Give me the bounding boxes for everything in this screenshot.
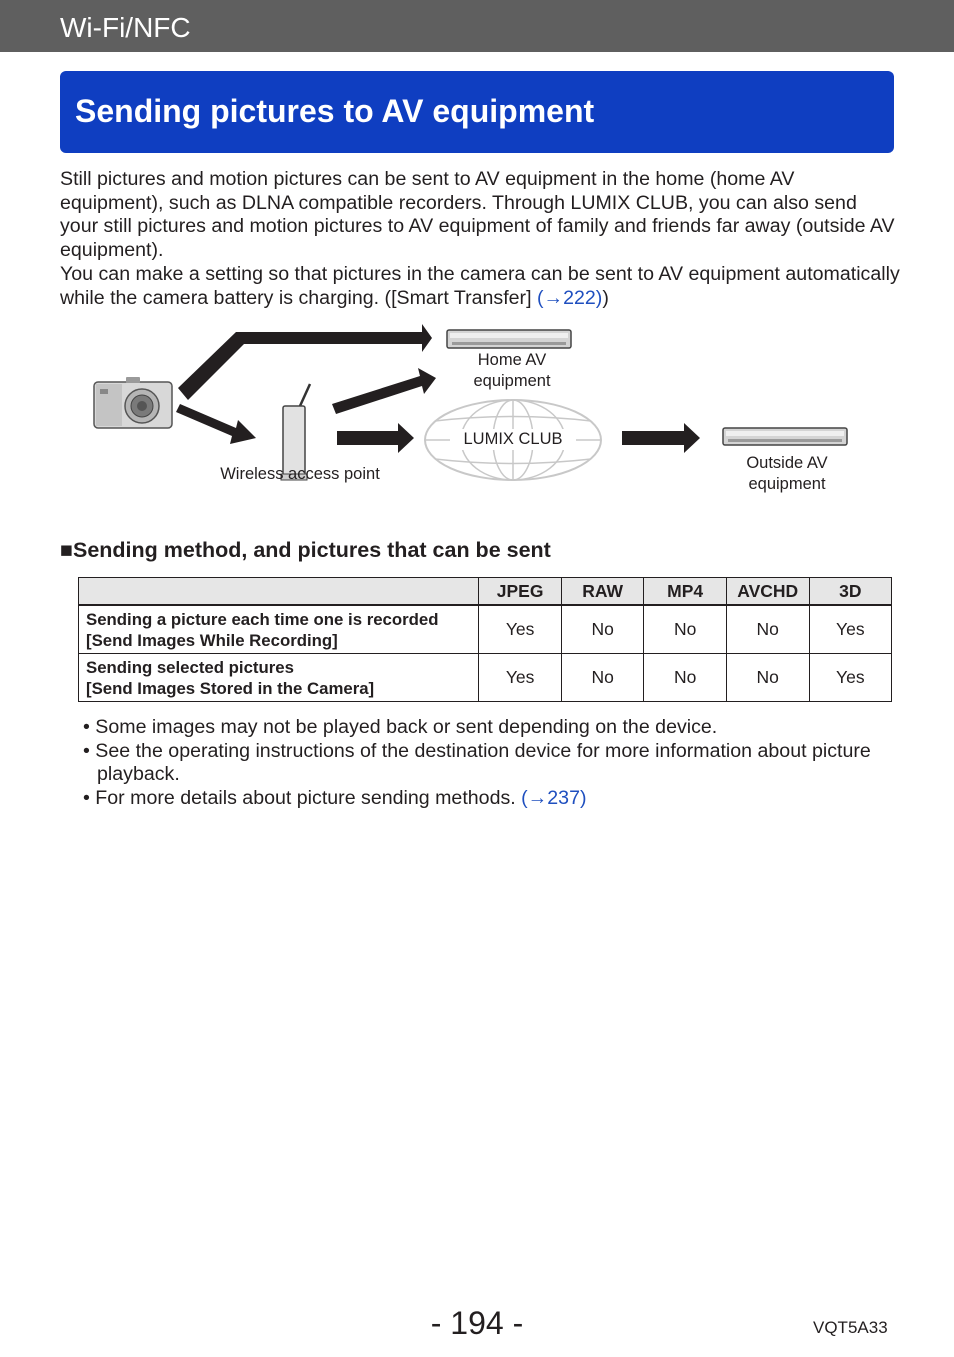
intro-paragraph-2-text: You can make a setting so that pictures in the camera can be sent to AV equipment automatically while the camera battery is charging. ([Smart Transfer] <box>60 262 900 309</box>
outside-av-recorder-icon <box>723 428 847 445</box>
table-cell: Yes <box>479 654 562 702</box>
table-row <box>79 605 892 654</box>
table-cell: Yes <box>479 605 562 654</box>
page-number: - 194 - <box>430 1305 524 1341</box>
arrow-lumix-to-outside-av <box>622 423 700 453</box>
row-label-line2: [Send Images Stored in the Camera] <box>86 678 375 698</box>
av-sending-diagram <box>80 320 880 505</box>
home-av-label: Home AV equipment <box>473 351 551 390</box>
intro-paragraph-2 <box>60 263 900 310</box>
row-label-line1: Sending a picture each time one is recorded <box>86 609 439 629</box>
sending-methods-table <box>78 577 892 702</box>
page-title: Sending pictures to AV equipment <box>75 93 595 129</box>
notes-list <box>83 716 883 811</box>
section-title: Wi-Fi/NFC <box>60 12 191 43</box>
page-title-bar <box>60 71 894 153</box>
arrow-ap-to-lumix-club <box>337 423 414 453</box>
wireless-ap-label: Wireless access point <box>220 465 380 483</box>
smart-transfer-link[interactable]: (→222) <box>536 286 603 309</box>
note-item: • Some images may not be played back or sent depending on the device. <box>83 716 718 738</box>
camera-icon <box>94 377 172 428</box>
column-header: MP4 <box>644 578 726 606</box>
section-subheading: ■Sending method, and pictures that can be sent <box>60 538 551 562</box>
table-corner-cell <box>79 578 479 606</box>
arrow-ap-to-home-av <box>332 368 436 414</box>
lumix-club-label: LUMIX CLUB <box>450 429 576 450</box>
table-cell: Yes <box>809 605 891 654</box>
note-text: • For more details about picture sending methods. <box>83 787 522 810</box>
column-header: AVCHD <box>726 578 809 606</box>
note-item: • See the operating instructions of the destination device for more information about picture playback. <box>83 739 871 786</box>
table-cell: No <box>561 605 644 654</box>
column-header: RAW <box>561 578 644 606</box>
av-recorder-icon <box>447 330 571 348</box>
model-code: VQT5A33 <box>813 1318 888 1337</box>
sending-methods-link[interactable]: (→237) <box>521 787 587 810</box>
intro-paragraph-1: Still pictures and motion pictures can be sent to AV equipment in the home (home AV equipment), such as DLNA compatible recorders. Through LUMIX CLUB, you can also send your still pictures and motion pictures to AV equipment of family and friends far away (outside AV equipment). <box>60 168 895 262</box>
intro-text <box>60 168 900 310</box>
table-cell: No <box>644 654 726 702</box>
row-label <box>79 605 479 654</box>
note-item <box>83 787 883 811</box>
section-bar <box>0 0 954 52</box>
table-cell: Yes <box>809 654 891 702</box>
row-label <box>79 654 479 702</box>
table-cell: No <box>726 605 809 654</box>
row-label-line2: [Send Images While Recording] <box>86 630 338 650</box>
table-cell: No <box>726 654 809 702</box>
table-cell: No <box>561 654 644 702</box>
table-header-row <box>79 578 892 606</box>
table-cell: No <box>644 605 726 654</box>
arrow-to-wireless-ap <box>176 404 256 444</box>
intro-paragraph-2-end: ) <box>602 286 609 309</box>
row-label-line1: Sending selected pictures <box>86 657 294 677</box>
outside-av-label: Outside AV equipment <box>746 454 828 493</box>
column-header: JPEG <box>479 578 562 606</box>
column-header: 3D <box>809 578 891 606</box>
table-row <box>79 654 892 702</box>
